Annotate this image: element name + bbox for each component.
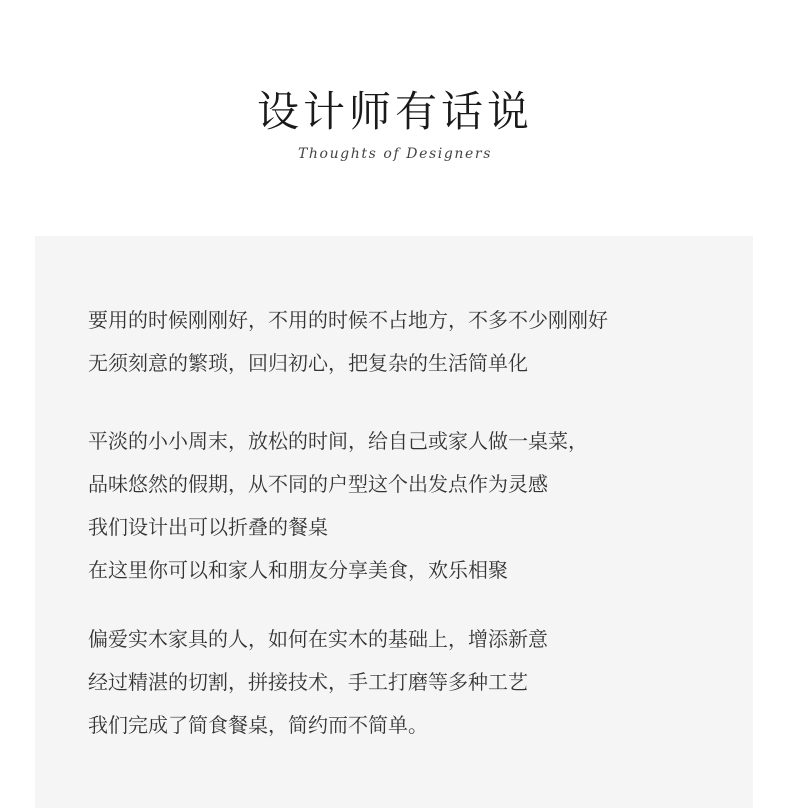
text-line: 要用的时候刚刚好，不用的时候不占地方，不多不少刚刚好 <box>88 308 608 332</box>
header-section <box>0 0 790 236</box>
text-line: 品味悠然的假期，从不同的户型这个出发点作为灵感 <box>88 472 548 496</box>
text-line: 我们设计出可以折叠的餐桌 <box>88 515 328 539</box>
text-line: 偏爱实木家具的人，如何在实木的基础上，增添新意 <box>88 627 548 651</box>
paragraph-1 <box>88 299 728 385</box>
text-line: 经过精湛的切割，拼接技术，手工打磨等多种工艺 <box>88 670 528 694</box>
page-title: 设计师有话说 <box>256 87 533 136</box>
page-subtitle: Thoughts of Designers <box>297 146 492 162</box>
text-line: 无须刻意的繁琐，回归初心，把复杂的生活简单化 <box>88 351 528 375</box>
text-line: 平淡的小小周末，放松的时间，给自己或家人做一桌菜， <box>88 429 588 453</box>
content-panel <box>35 236 753 808</box>
text-line: 在这里你可以和家人和朋友分享美食，欢乐相聚 <box>88 558 508 582</box>
text-line: 我们完成了简食餐桌，简约而不简单。 <box>88 713 428 737</box>
paragraph-2 <box>88 420 728 592</box>
paragraph-3 <box>88 618 728 747</box>
